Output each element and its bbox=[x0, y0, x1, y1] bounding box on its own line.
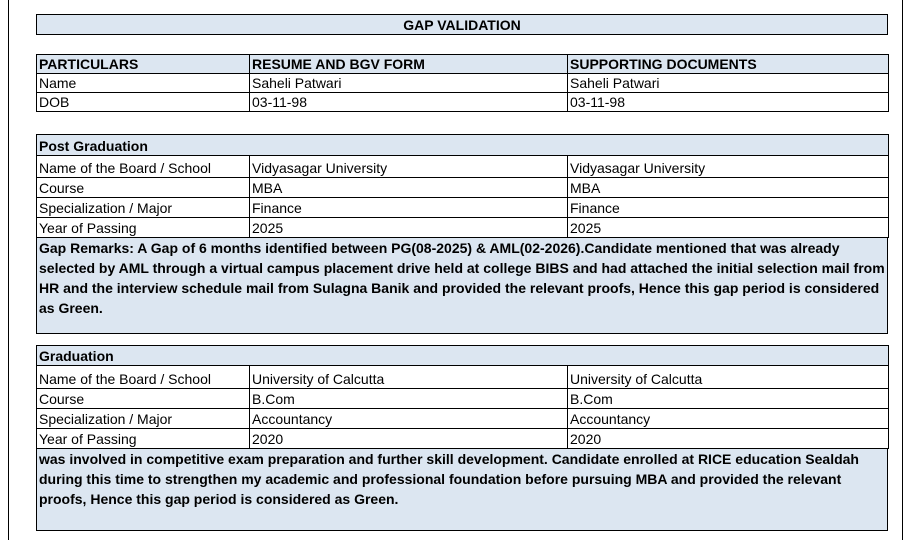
cell-label: DOB bbox=[37, 93, 250, 112]
header-resume-bgv: RESUME AND BGV FORM bbox=[250, 55, 568, 74]
gap-remarks: was involved in competitive exam preparation and further skill development. Candidate enrolled at RICE education Sealdah during this time to strengthen my academic and professional foundation before pursuing MBA and provided the relevant proofs, Hence this gap period is considered as Green. bbox=[36, 449, 888, 531]
section-heading: Graduation bbox=[37, 346, 889, 366]
cell-label: Year of Passing bbox=[37, 429, 250, 449]
section-heading: Post Graduation bbox=[37, 135, 889, 156]
cell-resume: Finance bbox=[250, 198, 568, 218]
table-row bbox=[37, 366, 889, 389]
cell-docs: University of Calcutta bbox=[568, 366, 889, 389]
cell-docs: Finance bbox=[568, 198, 889, 218]
cell-label: Name bbox=[37, 74, 250, 93]
cell-resume: University of Calcutta bbox=[250, 366, 568, 389]
cell-docs: B.Com bbox=[568, 389, 889, 409]
cell-label: Specialization / Major bbox=[37, 198, 250, 218]
header-supporting-docs: SUPPORTING DOCUMENTS bbox=[568, 55, 889, 74]
table-row bbox=[37, 389, 889, 409]
cell-label: Year of Passing bbox=[37, 218, 250, 238]
cell-resume: 03-11-98 bbox=[250, 93, 568, 112]
cell-docs: 2020 bbox=[568, 429, 889, 449]
cell-resume: 2020 bbox=[250, 429, 568, 449]
cell-resume: Saheli Patwari bbox=[250, 74, 568, 93]
cell-resume: Vidyasagar University bbox=[250, 156, 568, 178]
cell-docs: 2025 bbox=[568, 218, 889, 238]
cell-label: Specialization / Major bbox=[37, 409, 250, 429]
cell-resume: MBA bbox=[250, 178, 568, 198]
cell-resume: B.Com bbox=[250, 389, 568, 409]
table-row bbox=[37, 409, 889, 429]
cell-label: Course bbox=[37, 389, 250, 409]
cell-docs: 03-11-98 bbox=[568, 93, 889, 112]
table-row bbox=[37, 429, 889, 449]
table-row bbox=[37, 93, 889, 112]
cell-docs: Accountancy bbox=[568, 409, 889, 429]
table-row bbox=[37, 156, 889, 178]
section-heading-row bbox=[37, 346, 889, 366]
page-title: GAP VALIDATION bbox=[36, 14, 888, 35]
gap-remarks: Gap Remarks: A Gap of 6 months identified between PG(08-2025) & AML(02-2026).Candidate mentioned that was already selected by AML through a virtual campus placement drive held at college BIBS and had attached the initial selection mail from HR and the interview schedule mail from Sulagna Banik and provided the relevant proofs, Hence this gap period is considered as Green. bbox=[36, 238, 888, 334]
table-row bbox=[37, 74, 889, 93]
graduation-section bbox=[36, 345, 888, 531]
spreadsheet-sheet bbox=[8, 0, 903, 540]
header-particulars: PARTICULARS bbox=[37, 55, 250, 74]
section-heading-row bbox=[37, 135, 889, 156]
table-row bbox=[37, 198, 889, 218]
cell-docs: Vidyasagar University bbox=[568, 156, 889, 178]
cell-resume: Accountancy bbox=[250, 409, 568, 429]
cell-resume: 2025 bbox=[250, 218, 568, 238]
cell-label: Course bbox=[37, 178, 250, 198]
table-row bbox=[37, 178, 889, 198]
cell-label: Name of the Board / School bbox=[37, 366, 250, 389]
table-row bbox=[37, 218, 889, 238]
cell-docs: MBA bbox=[568, 178, 889, 198]
post-graduation-section bbox=[36, 134, 888, 334]
personal-details-table bbox=[36, 54, 888, 112]
cell-docs: Saheli Patwari bbox=[568, 74, 889, 93]
table-header-row bbox=[37, 55, 889, 74]
cell-label: Name of the Board / School bbox=[37, 156, 250, 178]
